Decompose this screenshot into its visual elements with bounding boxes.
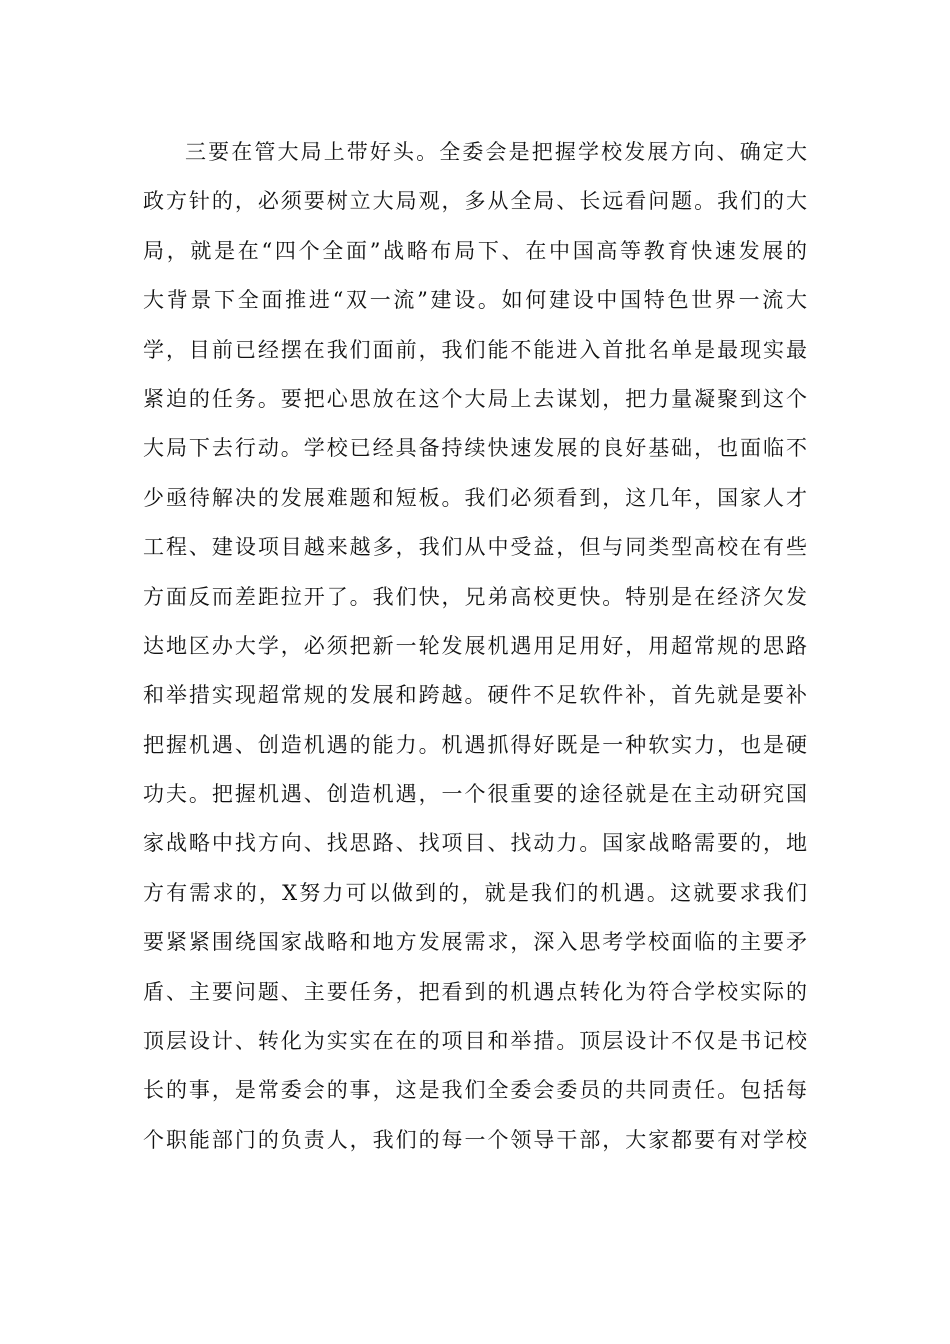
paragraph-line: 政方针的，必须要树立大局观，多从全局、长远看问题。我们的大 [143, 189, 807, 214]
paragraph-line: 紧迫的任务。要把心思放在这个大局上去谋划，把力量凝聚到这个 [143, 386, 807, 411]
paragraph-line: 大局下去行动。学校已经具备持续快速发展的良好基础，也面临不 [143, 436, 807, 461]
paragraph-line: 长的事，是常委会的事，这是我们全委会委员的共同责任。包括每 [143, 1078, 807, 1103]
paragraph-line: 个职能部门的负责人，我们的每一个领导干部，大家都要有对学校 [143, 1127, 807, 1152]
paragraph-line: 方有需求的，X努力可以做到的，就是我们的机遇。这就要求我们 [143, 880, 807, 905]
paragraph-line: 局，就是在“四个全面”战略布局下、在中国高等教育快速发展的 [143, 238, 807, 263]
paragraph-line: 功夫。把握机遇、创造机遇，一个很重要的途径就是在主动研究国 [143, 782, 807, 807]
paragraph-line: 工程、建设项目越来越多，我们从中受益，但与同类型高校在有些 [143, 535, 807, 560]
paragraph-line: 大背景下全面推进“双一流”建设。如何建设中国特色世界一流大 [143, 288, 807, 313]
body-paragraph [143, 128, 807, 1165]
paragraph-line: 方面反而差距拉开了。我们快，兄弟高校更快。特别是在经济欠发 [143, 584, 807, 609]
paragraph-line: 顶层设计、转化为实实在在的项目和举措。顶层设计不仅是书记校 [143, 1029, 807, 1054]
paragraph-line: 家战略中找方向、找思路、找项目、找动力。国家战略需要的，地 [143, 831, 807, 856]
paragraph-line: 三要在管大局上带好头。全委会是把握学校发展方向、确定大 [185, 140, 807, 164]
paragraph-line: 学，目前已经摆在我们面前，我们能不能进入首批名单是最现实最 [143, 337, 807, 362]
paragraph-line: 把握机遇、创造机遇的能力。机遇抓得好既是一种软实力，也是硬 [143, 732, 807, 757]
paragraph-line: 盾、主要问题、主要任务，把看到的机遇点转化为符合学校实际的 [143, 979, 807, 1004]
paragraph-line: 达地区办大学，必须把新一轮发展机遇用足用好，用超常规的思路 [143, 633, 807, 658]
paragraph-line: 和举措实现超常规的发展和跨越。硬件不足软件补，首先就是要补 [143, 683, 807, 708]
paragraph-line: 要紧紧围绕国家战略和地方发展需求，深入思考学校面临的主要矛 [143, 930, 807, 955]
paragraph-line: 少亟待解决的发展难题和短板。我们必须看到，这几年，国家人才 [143, 485, 807, 510]
